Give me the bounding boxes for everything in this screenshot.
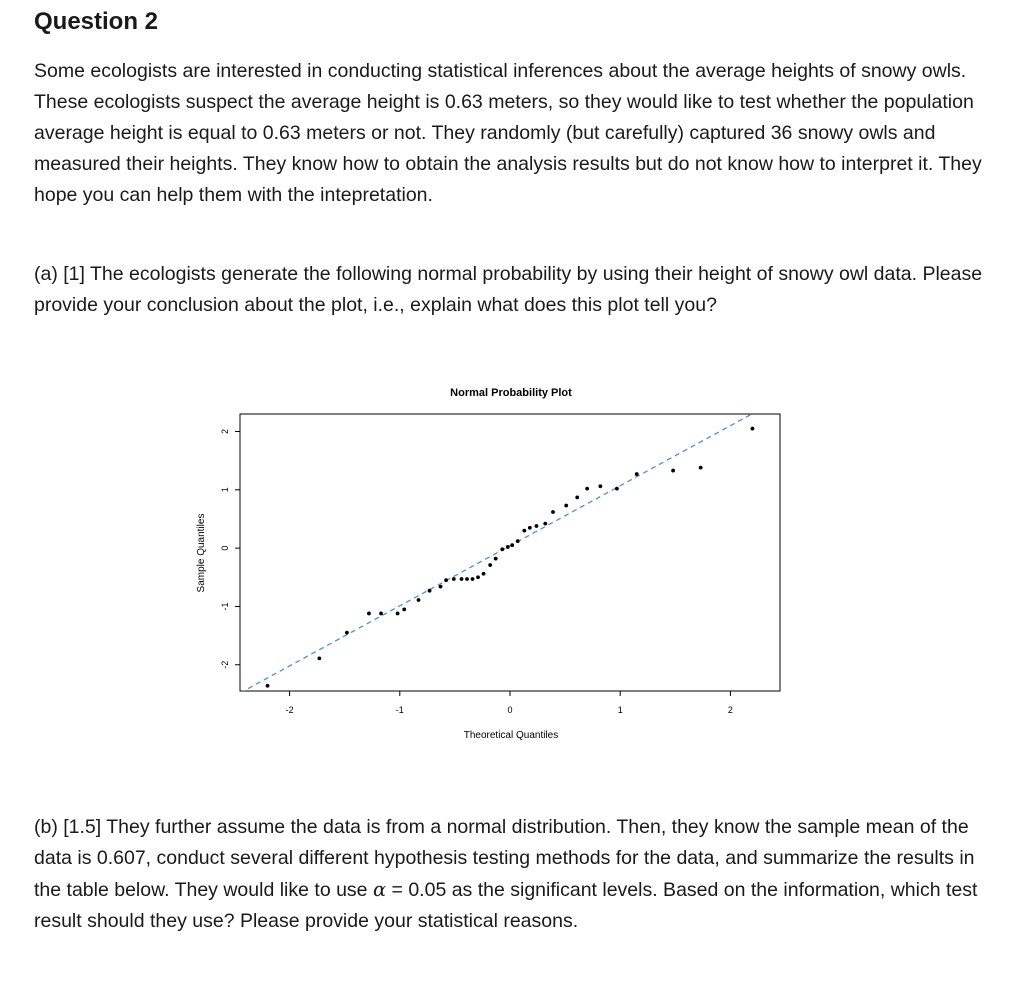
data-point [506,545,510,549]
data-point [379,612,383,616]
data-point [439,585,443,589]
data-point [635,472,639,476]
data-point [266,684,270,688]
data-point [488,563,492,567]
x-axis-label: Theoretical Quantiles [463,730,559,741]
data-point [396,612,400,616]
y-tick-label: 0 [220,545,230,551]
data-point [460,577,464,581]
data-point [516,539,520,543]
data-point [522,529,526,533]
y-tick-label: -1 [220,602,230,611]
reference-line [185,369,835,723]
data-points [266,427,755,688]
data-point [598,484,602,488]
x-tick-label: -2 [285,705,294,715]
intro-paragraph: Some ecologists are interested in conducting statistical inferences about the average heights of snowy owls. These ecologists suspect the average height is 0.63 meters, so they would like to test whether the population average height is equal to 0.63 meters or not. They randomly (but carefully) captured 36 snowy owls and measured their heights. They know how to obtain the analysis results but do not know how to interpret it. They hope you can help them with the intepretation. [34,60,982,206]
data-point [751,427,755,431]
data-point [535,524,539,528]
y-axis [220,429,240,669]
data-point [471,577,475,581]
part-a-paragraph: (a) [1] The ecologists generate the following normal probability by using their height of snowy owl data. Please provide your conclusion about the plot, i.e., explain what does this plot tell you? [34,263,983,316]
x-tick-label: -1 [395,705,404,715]
data-point [528,526,532,530]
data-point [551,510,555,514]
data-point [402,607,406,611]
data-point [575,495,579,499]
x-tick-label: 0 [507,705,513,715]
x-tick-label: 1 [617,705,623,715]
data-point [699,466,703,470]
data-point [465,577,469,581]
part-b-text-after-alpha: = 0.05 as the significant levels. Based on the information, which test result should they use? Please provide your statistical reasons. [34,879,978,932]
data-point [500,547,504,551]
y-axis-label: Sample Quantiles [196,513,207,593]
part-b-paragraph [34,812,984,937]
data-point [482,572,486,576]
data-point [444,578,448,582]
data-point [543,522,547,526]
data-point [585,487,589,491]
data-point [476,575,480,579]
data-point [367,612,371,616]
data-point [564,504,568,508]
data-point [615,487,619,491]
x-axis [286,691,733,715]
data-point [510,543,514,547]
data-point [452,577,456,581]
y-tick-label: 2 [220,428,230,435]
data-point [428,589,432,593]
y-tick-label: -2 [220,660,230,669]
data-point [317,656,321,660]
chart-title: Normal Probability Plot [450,387,572,399]
data-point [345,631,349,635]
data-point [494,557,498,561]
part-b-text-before-alpha: (b) [1.5] They further assume the data is from a normal distribution. Then, they know the sample mean of the data is 0.607, conduct several different hypothesis testing methods for the data, and summarize the results in the table below. They would like to use [34,816,975,901]
alpha-symbol: α [372,878,387,901]
data-point [671,469,675,473]
y-tick-label: 1 [220,487,230,493]
data-point [417,598,421,602]
x-tick-label: 2 [727,705,733,715]
question-title: Question 2 [34,8,159,35]
